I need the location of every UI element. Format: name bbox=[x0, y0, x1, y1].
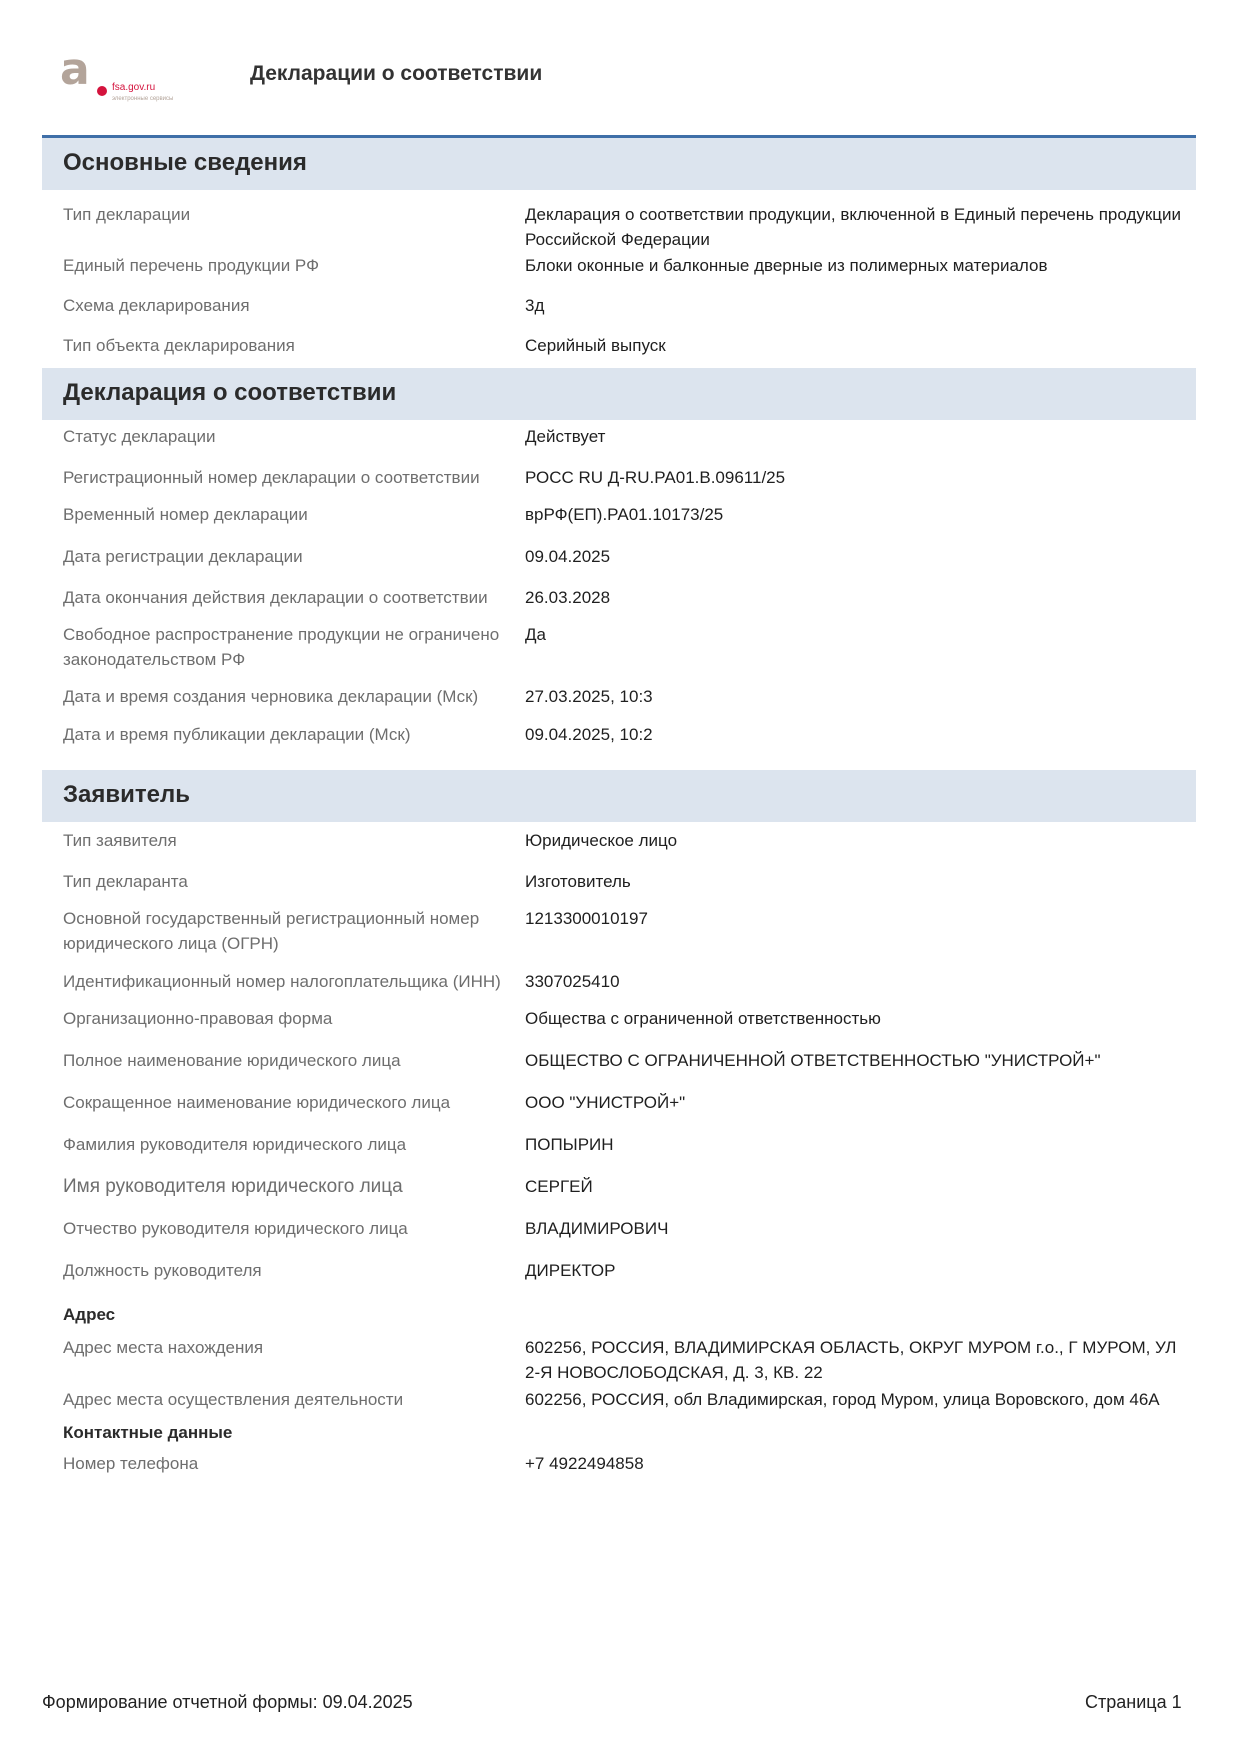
field-label: Дата и время публикации декларации (Мск) bbox=[63, 725, 411, 744]
field-value: Изготовитель bbox=[525, 872, 631, 891]
field-label: Дата регистрации декларации bbox=[63, 547, 303, 566]
section-title-basic: Основные сведения bbox=[42, 138, 1196, 190]
field-row bbox=[42, 1048, 1196, 1073]
field-value: Декларация о соответствии продукции, включенной в Единый перечень продукции Российской Федерации bbox=[525, 205, 1182, 249]
field-value: ООО "УНИСТРОЙ+" bbox=[525, 1093, 686, 1112]
field-label: Адрес места нахождения bbox=[63, 1338, 264, 1357]
field-value: врРФ(ЕП).РА01.10173/25 bbox=[525, 505, 724, 524]
logo-subtitle: электронные сервисы bbox=[112, 96, 174, 102]
field-value: СЕРГЕЙ bbox=[525, 1177, 593, 1196]
field-row bbox=[42, 585, 1196, 610]
field-row bbox=[42, 1090, 1196, 1115]
fsa-logo bbox=[60, 44, 205, 108]
field-value: Юридическое лицо bbox=[525, 831, 678, 850]
field-label: Полное наименование юридического лица bbox=[63, 1051, 401, 1070]
field-row bbox=[42, 293, 1196, 318]
field-value: 26.03.2028 bbox=[525, 588, 611, 607]
field-value: Действует bbox=[525, 427, 606, 446]
section-title-applicant: Заявитель bbox=[42, 770, 1196, 822]
field-row bbox=[42, 869, 1196, 894]
field-label: Регистрационный номер декларации о соответствии bbox=[63, 468, 480, 487]
field-label: Идентификационный номер налогоплательщика (ИНН) bbox=[63, 972, 501, 991]
field-label: Тип объекта декларирования bbox=[63, 336, 295, 355]
field-label: Статус декларации bbox=[63, 427, 216, 446]
field-row bbox=[42, 544, 1196, 569]
field-label: Должность руководителя bbox=[63, 1261, 262, 1280]
field-label: Номер телефона bbox=[63, 1454, 199, 1473]
field-value: Серийный выпуск bbox=[525, 336, 666, 355]
field-value: ДИРЕКТОР bbox=[525, 1261, 616, 1280]
field-value: Общества с ограниченной ответственностью bbox=[525, 1009, 881, 1028]
field-label: Основной государственный регистрационный номер юридического лица (ОГРН) bbox=[63, 909, 480, 953]
field-label: Адрес места осуществления деятельности bbox=[63, 1390, 404, 1409]
field-row bbox=[42, 253, 1196, 278]
field-value: 3д bbox=[525, 296, 545, 315]
field-row bbox=[42, 906, 1196, 956]
field-value: Блоки оконные и балконные дверные из полимерных материалов bbox=[525, 256, 1048, 275]
field-row bbox=[42, 969, 1196, 994]
field-value: ВЛАДИМИРОВИЧ bbox=[525, 1219, 669, 1238]
field-row bbox=[42, 1006, 1196, 1031]
logo-letter: а bbox=[60, 44, 90, 95]
field-row bbox=[42, 1387, 1196, 1412]
field-value: Да bbox=[525, 625, 546, 644]
field-row bbox=[42, 1132, 1196, 1157]
field-row bbox=[42, 333, 1196, 358]
field-label: Организационно-правовая форма bbox=[63, 1009, 333, 1028]
section-title-declaration: Декларация о соответствии bbox=[42, 368, 1196, 420]
field-row bbox=[42, 684, 1196, 709]
contacts-heading: Контактные данные bbox=[63, 1423, 233, 1442]
field-row bbox=[42, 722, 1196, 747]
field-row bbox=[42, 1258, 1196, 1283]
field-row bbox=[42, 424, 1196, 449]
field-value: РОСС RU Д-RU.РА01.В.09611/25 bbox=[525, 468, 786, 487]
field-row bbox=[42, 1335, 1196, 1385]
field-row bbox=[42, 1174, 1196, 1199]
page-header bbox=[60, 44, 1190, 114]
field-label: Фамилия руководителя юридического лица bbox=[63, 1135, 407, 1154]
field-label: Сокращенное наименование юридического лица bbox=[63, 1093, 451, 1112]
document-body bbox=[42, 138, 1196, 1476]
field-row bbox=[42, 465, 1196, 490]
field-label: Имя руководителя юридического лица bbox=[63, 1176, 403, 1197]
field-row bbox=[42, 502, 1196, 527]
field-value: 3307025410 bbox=[525, 972, 620, 991]
address-heading: Адрес bbox=[63, 1305, 116, 1324]
field-label: Тип заявителя bbox=[63, 831, 177, 850]
field-label: Свободное распространение продукции не ограничено законодательством РФ bbox=[63, 625, 500, 669]
field-value: 602256, РОССИЯ, обл Владимирская, город Муром, улица Воровского, дом 46А bbox=[525, 1390, 1160, 1409]
document-title: Декларации о соответствии bbox=[250, 62, 543, 85]
field-label: Схема декларирования bbox=[63, 296, 250, 315]
field-label: Дата окончания действия декларации о соответствии bbox=[63, 588, 488, 607]
field-value: 1213300010197 bbox=[525, 909, 648, 928]
report-generation-date: Формирование отчетной формы: 09.04.2025 bbox=[42, 1692, 413, 1712]
field-row bbox=[42, 828, 1196, 853]
field-label: Временный номер декларации bbox=[63, 505, 308, 524]
field-value: ОБЩЕСТВО С ОГРАНИЧЕННОЙ ОТВЕТСТВЕННОСТЬЮ "УНИСТРОЙ+" bbox=[525, 1051, 1101, 1070]
field-row bbox=[42, 202, 1196, 252]
logo-domain: fsa.gov.ru bbox=[112, 82, 156, 93]
field-label: Тип декларации bbox=[63, 205, 191, 224]
field-value: 602256, РОССИЯ, ВЛАДИМИРСКАЯ ОБЛАСТЬ, ОКРУГ МУРОМ г.о., Г МУРОМ, УЛ 2-Я НОВОСЛОБОДСКАЯ, Д. 3, КВ. 22 bbox=[525, 1338, 1177, 1382]
field-row bbox=[42, 622, 1196, 672]
field-value: +7 4922494858 bbox=[525, 1454, 644, 1473]
logo-dot-icon bbox=[97, 86, 107, 96]
field-value: 09.04.2025 bbox=[525, 547, 611, 566]
field-label: Единый перечень продукции РФ bbox=[63, 256, 319, 275]
field-value: 09.04.2025, 10:2 bbox=[525, 725, 653, 744]
field-label: Тип декларанта bbox=[63, 872, 188, 891]
field-label: Дата и время создания черновика декларации (Мск) bbox=[63, 687, 479, 706]
field-row bbox=[42, 1451, 1196, 1476]
field-label: Отчество руководителя юридического лица bbox=[63, 1219, 408, 1238]
field-value: 27.03.2025, 10:3 bbox=[525, 687, 653, 706]
field-row bbox=[42, 1216, 1196, 1241]
field-value: ПОПЫРИН bbox=[525, 1135, 614, 1154]
page-number: Страница 1 bbox=[1085, 1692, 1182, 1712]
